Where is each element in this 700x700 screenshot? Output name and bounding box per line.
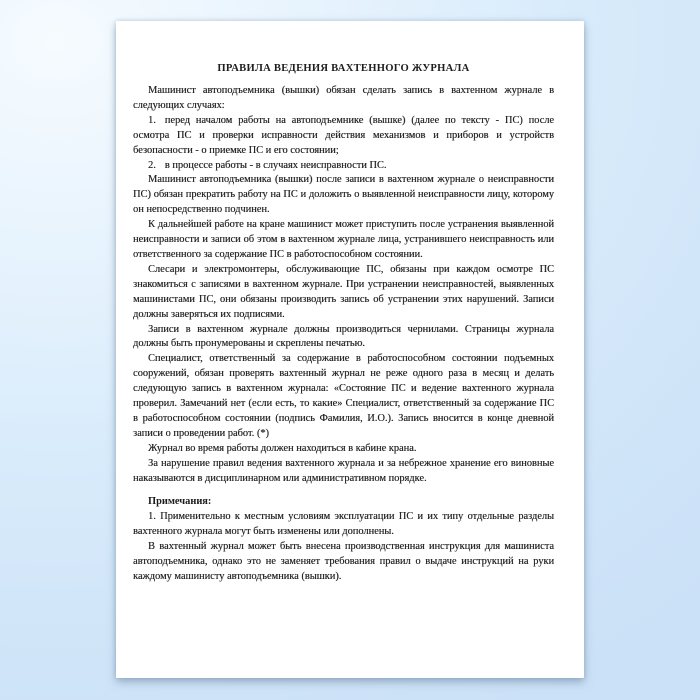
paragraph-violation-penalty: За нарушение правил ведения вахтенного журнала и за небрежное хранение его виновные наказываются в дисциплинарном или административном порядке.	[133, 457, 554, 484]
list-item-1-text: перед началом работы на автоподъемнике (вышке) (далее по тексту - ПС) после осмотра ПС и проверки исправности действия механизмов и приборов и устройств безопасности - о приемке ПС и его состоянии;	[133, 114, 554, 156]
list-item-2-text: в процессе работы - в случаях неисправности ПС.	[164, 159, 387, 171]
note-paragraph-2: В вахтенный журнал может быть внесена производственная инструкция для машиниста автоподъемника, однако это не заменяет требования правил о выдаче инструкций на руки каждому машинисту автоподъемника (вышки).	[133, 541, 554, 582]
list-item-1-number: 1.	[148, 114, 156, 126]
paragraph-intro: Машинист автоподъемника (вышки) обязан сделать запись в вахтенном журнале в следующих случаях:	[133, 85, 554, 111]
paragraph-resume-work: К дальнейшей работе на кране машинист может приступить после устранения выявленной неисправности и записи об этом в вахтенном журнале лица, устранившего неисправность или ответственного за содержание ПС в работоспособном состоянии.	[133, 219, 554, 260]
paragraph-fitters: Слесари и электромонтеры, обслуживающие ПС, обязаны при каждом осмотре ПС знакомиться с записями в вахтенном журнале. При устранении неисправностей, выявленных машинистами ПС, они обязаны производить запись об устранении этих нарушений. Записи должны заверяться их подписями.	[133, 263, 554, 320]
paragraph-fault-record: Машинист автоподъемника (вышки) после записи в вахтенном журнале о неисправности ПС) обязан прекратить работу на ПС и доложить о выявленной неисправности лицу, которому он непосредственно подчинен.	[133, 174, 554, 216]
paragraph-journal-in-cabin: Журнал во время работы должен находиться в кабине крана.	[148, 442, 417, 454]
paragraph-ink-pages: Записи в вахтенном журнале должны производиться чернилами. Страницы журнала должны быть пронумерованы и скреплены печатью.	[133, 323, 554, 350]
notes-heading: Примечания:	[148, 496, 212, 508]
list-item-1	[133, 114, 554, 159]
list-item-2-number: 2.	[148, 159, 156, 171]
note-paragraph-1: 1. Применительно к местным условиям эксплуатации ПС и их типу отдельные разделы вахтенного журнала могут быть изменены или дополнены.	[133, 511, 554, 538]
list-item-2	[133, 159, 554, 174]
paragraph-specialist-check: Специалист, ответственный за содержание в работоспособном состоянии подъемных сооружений, обязан проверять вахтенный журнал не реже одного раза в месяц и делать следующую запись в вахтенном журнала: «Состояние ПС и ведение вахтенного журнала проверил. Замечаний нет (если есть, то какие» Специалист, ответственный за содержание ПС в работоспособном состоянии (подпись Фамилия, И.О.). Запись вносится в конце дневной записи о проведении работ. (*)	[133, 353, 554, 439]
page-title: ПРАВИЛА ВЕДЕНИЯ ВАХТЕННОГО ЖУРНАЛА	[217, 63, 470, 74]
document-page	[116, 21, 584, 678]
